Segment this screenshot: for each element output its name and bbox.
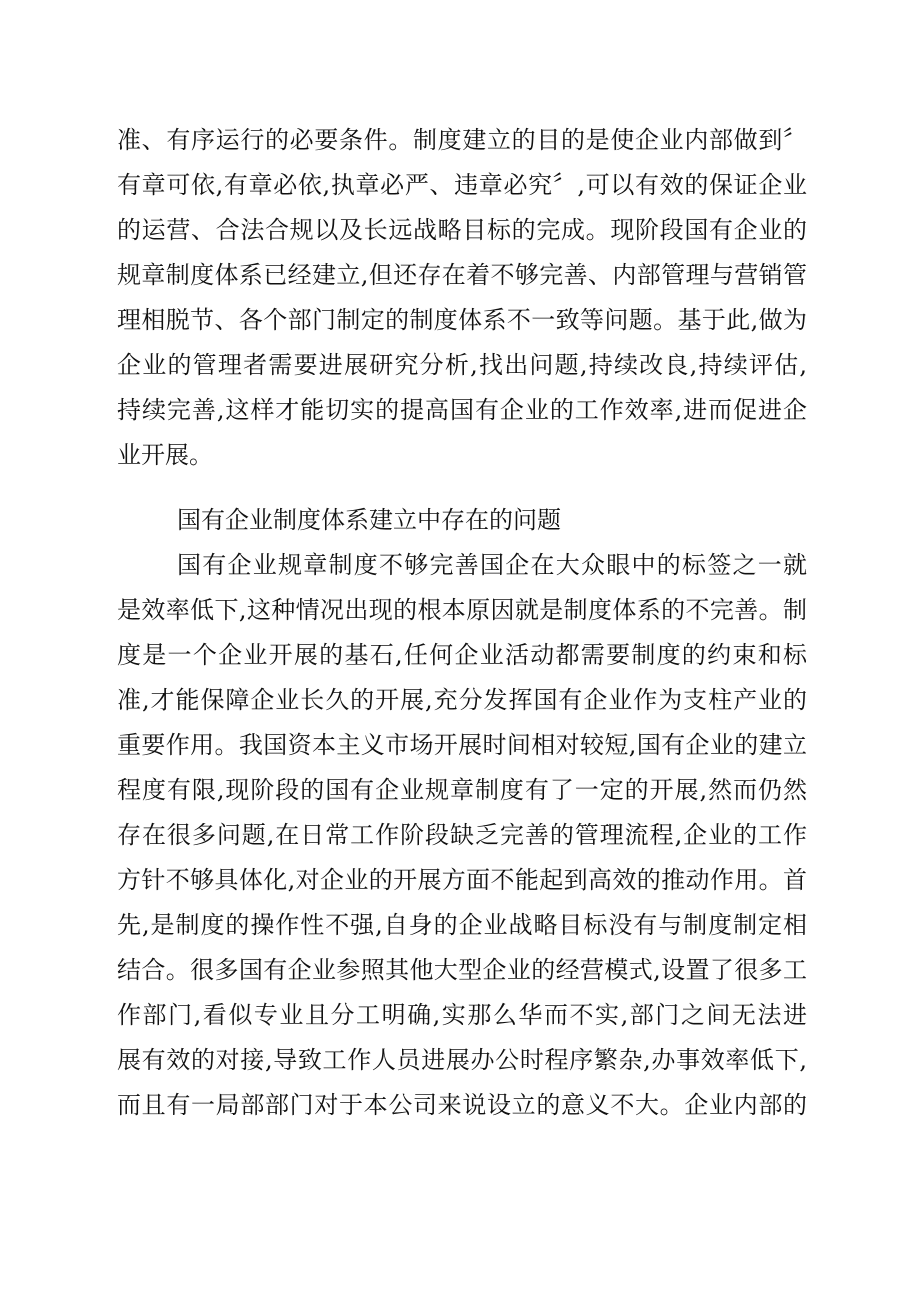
paragraph-1-line: 企业的管理者需要进展研究分析,找出问题,持续改良,持续评估, [117, 351, 807, 379]
paragraph-1-line: 准、有序运行的必要条件。制度建立的目的是使企业内部做到〞 [117, 126, 807, 154]
paragraph-2-line: 程度有限,现阶段的国有企业规章制度有了一定的开展,然而仍然 [117, 776, 807, 804]
paragraph-2-line: 结合。很多国有企业参照其他大型企业的经营模式,设置了很多工 [117, 956, 807, 984]
paragraph-1-line: 有章可依,有章必依,执章必严、违章必究〞,可以有效的保证企业 [117, 171, 807, 199]
paragraph-2-line: 存在很多问题,在日常工作阶段缺乏完善的管理流程,企业的工作 [117, 821, 807, 849]
paragraph-2-line: 展有效的对接,导致工作人员进展办公时程序繁杂,办事效率低下, [117, 1046, 807, 1074]
paragraph-2-line: 先,是制度的操作性不强,自身的企业战略目标没有与制度制定相 [117, 911, 807, 939]
paragraph-2-line: 是效率低下,这种情况出现的根本原因就是制度体系的不完善。制 [117, 596, 807, 624]
paragraph-1-line: 持续完善,这样才能切实的提高国有企业的工作效率,进而促进企 [117, 396, 807, 424]
paragraph-1-line: 规章制度体系已经建立,但还存在着不够完善、内部管理与营销管 [117, 261, 807, 289]
paragraph-2-line: 准,才能保障企业长久的开展,充分发挥国有企业作为支柱产业的 [117, 686, 807, 714]
paragraph-2-line: 方针不够具体化,对企业的开展方面不能起到高效的推动作用。首 [117, 866, 807, 894]
paragraph-2-line: 国有企业规章制度不够完善国企在大众眼中的标签之一就 [177, 551, 807, 579]
section-heading: 国有企业制度体系建立中存在的问题 [177, 506, 561, 534]
paragraph-1-line: 业开展。 [117, 441, 213, 469]
paragraph-2-line: 作部门,看似专业且分工明确,实那么华而不实,部门之间无法进 [117, 1001, 807, 1029]
paragraph-2-line: 重要作用。我国资本主义市场开展时间相对较短,国有企业的建立 [117, 731, 807, 759]
paragraph-2-line: 度是一个企业开展的基石,任何企业活动都需要制度的约束和标 [117, 641, 807, 669]
paragraph-1-line: 理相脱节、各个部门制定的制度体系不一致等问题。基于此,做为 [117, 306, 807, 334]
paragraph-1-line: 的运营、合法合规以及长远战略目标的完成。现阶段国有企业的 [117, 216, 807, 244]
paragraph-2-line: 而且有一局部部门对于本公司来说设立的意义不大。企业内部的 [117, 1091, 807, 1119]
